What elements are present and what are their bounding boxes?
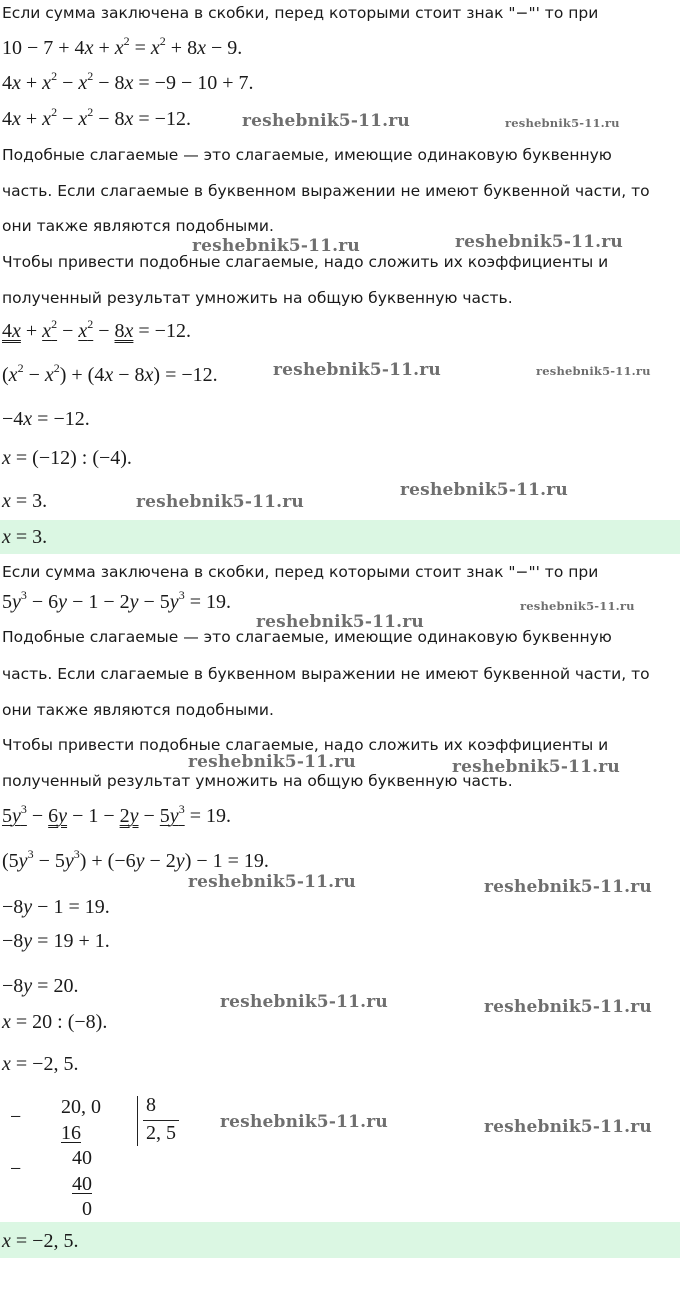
task1-equation-8: x = 3. [2, 490, 48, 512]
watermark: reshebnik5-11.ru [452, 757, 620, 777]
watermark: reshebnik5-11.ru [188, 752, 356, 772]
task2-answer: x = −2, 5. [2, 1230, 79, 1252]
task1-equation-4: $4x + x^2 - x^2 - 8x = -12$. [2, 317, 191, 342]
task2-equation-7: x = 20 : (−8). [2, 1011, 108, 1033]
division-divisor: 8 [146, 1094, 156, 1116]
task1-equation-6: −4x = −12. [2, 408, 90, 430]
watermark: reshebnik5-11.ru [242, 111, 410, 131]
task2-equation-8: x = −2, 5. [2, 1053, 79, 1075]
watermark: reshebnik5-11.ru [188, 872, 356, 892]
answer-highlight-1 [0, 520, 680, 554]
watermark: reshebnik5-11.ru [273, 360, 441, 380]
division-quotient: 2, 5 [146, 1122, 176, 1144]
rule-like-terms-line-2: часть. Если слагаемые в буквенном выражении не имеют буквенной части, то [2, 182, 650, 200]
division-dividend: 20, 0 [61, 1096, 101, 1118]
task2-equation-4: −8y − 1 = 19. [2, 896, 110, 918]
task2-equation-6: −8y = 20. [2, 975, 79, 997]
watermark: reshebnik5-11.ru [484, 877, 652, 897]
division-minus-2: − [10, 1158, 22, 1180]
rule-like-terms-line-2b: часть. Если слагаемые в буквенном выражении не имеют буквенной части, то [2, 665, 650, 683]
watermark: reshebnik5-11.ru [455, 232, 623, 252]
rule-like-terms-line-1b: Подобные слагаемые — это слагаемые, имеющие одинаковую буквенную [2, 628, 612, 646]
rule-like-terms-line-3: они также являются подобными. [2, 217, 274, 235]
task2-equation-5: −8y = 19 + 1. [2, 930, 110, 952]
rule-brackets-text: Если сумма заключена в скобки, перед которыми стоит знак "−"' то при [2, 4, 599, 22]
division-subtrahend-1: 16 [61, 1122, 81, 1144]
watermark: reshebnik5-11.ru [536, 364, 651, 378]
task1-equation-1: $10 - 7 + 4x + x^2 = x^2 + 8x - 9$. [2, 34, 243, 59]
division-remainder-2: 0 [82, 1198, 92, 1220]
watermark: reshebnik5-11.ru [256, 612, 424, 632]
task1-equation-2: $4x + x^2 - x^2 - 8x = -9 - 10 + 7$. [2, 69, 254, 94]
watermark: reshebnik5-11.ru [484, 1117, 652, 1137]
rule-like-terms-line-1: Подобные слагаемые — это слагаемые, имеющие одинаковую буквенную [2, 146, 612, 164]
rule-bring-terms-line-1b: Чтобы привести подобные слагаемые, надо сложить их коэффициенты и [2, 736, 609, 754]
task2-equation-1: $5y^3 - 6y - 1 - 2y - 5y^3 = 19$. [2, 588, 231, 613]
rule-bring-terms-line-1: Чтобы привести подобные слагаемые, надо сложить их коэффициенты и [2, 253, 609, 271]
rule-bring-terms-line-2b: полученный результат умножить на общую буквенную часть. [2, 772, 513, 790]
rule-bring-terms-line-2: полученный результат умножить на общую буквенную часть. [2, 289, 513, 307]
task1-answer: x = 3. [2, 526, 48, 548]
watermark: reshebnik5-11.ru [505, 116, 620, 130]
division-subtrahend-2: 40 [72, 1173, 92, 1195]
watermark: reshebnik5-11.ru [136, 492, 304, 512]
watermark: reshebnik5-11.ru [400, 480, 568, 500]
watermark: reshebnik5-11.ru [520, 599, 635, 613]
rule-like-terms-line-3b: они также являются подобными. [2, 701, 274, 719]
task2-equation-2: $5y^3 - 6y - 1 - 2y - 5y^3 = 19$. [2, 802, 231, 827]
watermark: reshebnik5-11.ru [192, 236, 360, 256]
watermark: reshebnik5-11.ru [220, 992, 388, 1012]
division-vertical-line [137, 1096, 138, 1146]
task1-equation-3: $4x + x^2 - x^2 - 8x = -12$. [2, 105, 191, 130]
division-minus-1: − [10, 1106, 22, 1128]
watermark: reshebnik5-11.ru [484, 997, 652, 1017]
task1-equation-5: $(x^2 - x^2) + (4x - 8x) = -12$. [2, 361, 218, 386]
task1-equation-7: x = (−12) : (−4). [2, 447, 132, 469]
rule-brackets-text-2: Если сумма заключена в скобки, перед которыми стоит знак "−"' то при [2, 563, 599, 581]
task2-equation-3: $(5y^3 - 5y^3) + (-6y - 2y) - 1 = 19$. [2, 847, 269, 872]
watermark: reshebnik5-11.ru [220, 1112, 388, 1132]
answer-highlight-2 [0, 1222, 680, 1258]
division-remainder-1: 40 [72, 1147, 92, 1169]
